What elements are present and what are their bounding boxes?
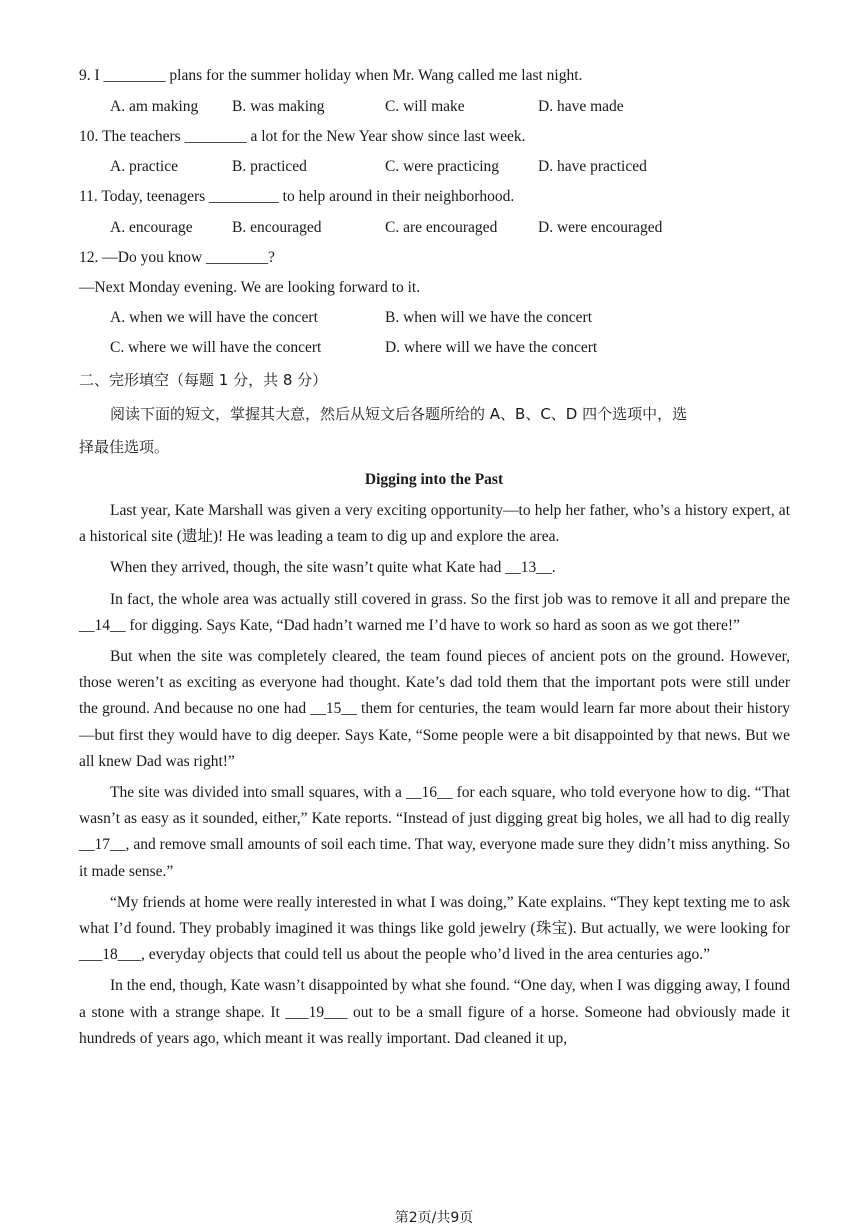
passage-paragraph: In the end, though, Kate wasn’t disappointed by what she found. “One day, when I was digging away, I found a stone with a strange shape. It ___19___ out to be a small figure of a horse. Someone had obviously made it hundreds of years ago, which meant it was really important. Dad cleaned it up, [79, 977, 790, 1047]
question-9-option-b: B. was making [232, 98, 325, 115]
page-number: 第2页/共9页 [394, 1210, 474, 1226]
passage-paragraph: The site was divided into small squares, with a __16__ for each square, who told everyone how to dig. “That wasn’t as easy as it sounded, either,” Kate reports. “Instead of just digging great big holes, we all had to dig really __17__, and remove small amounts of soil each time. That way, everyone made sure they didn’t miss anything. So it made sense.” [79, 784, 790, 880]
question-11-option-b: B. encouraged [232, 219, 322, 236]
passage-paragraph: “My friends at home were really interested in what I was doing,” Kate explains. “They kept texting me to ask what I’d found. They probably imagined it was things like gold jewelry (珠宝). But actually, we were looking for ___18___, everyday objects that could tell us about the people who’d lived in the area centuries ago.” [79, 893, 790, 964]
question-10-option-a: A. practice [110, 158, 178, 175]
passage-paragraph: In fact, the whole area was actually still covered in grass. So the first job was to remove it all and prepare the __14__ for digging. Says Kate, “Dad hadn’t warned me I’d have to work so hard as soon as we got there!” [79, 590, 790, 634]
question-12-option-d: D. where will we have the concert [385, 339, 598, 356]
question-9-option-a: A. am making [110, 98, 199, 115]
section-heading: 二、完形填空（每题 1 分，共 8 分） [79, 371, 328, 389]
question-9-option-d: D. have made [538, 98, 624, 115]
question-11-stem: 11. Today, teenagers _________ to help around in their neighborhood. [79, 188, 515, 205]
passage-paragraph: But when the site was completely cleared, the team found pieces of ancient pots on the ground. However, those weren’t as exciting as everyone had thought. Kate’s dad told them that the important pots were still under the ground. And because no one had __15__ them for centuries, the team would learn far more about their history—but first they would have to dig deeper. Says Kate, “Some people were a bit disappointed by that news. But we all knew Dad was right!” [79, 648, 790, 770]
passage-paragraph: When they arrived, though, the site wasn’t quite what Kate had __13__. [110, 559, 556, 577]
question-11-option-a: A. encourage [110, 219, 193, 236]
section-instructions-line-1: 阅读下面的短文，掌握其大意，然后从短文后各题所给的 A、B、C、D 四个选项中，选 [110, 405, 688, 423]
question-11-option-c: C. are encouraged [385, 219, 498, 236]
question-10-option-c: C. were practicing [385, 158, 500, 175]
question-12-reply: —Next Monday evening. We are looking forward to it. [79, 279, 421, 296]
section-instructions-line-2: 择最佳选项。 [79, 438, 170, 456]
question-12-option-c: C. where we will have the concert [110, 339, 322, 356]
question-12-stem: 12. —Do you know ________? [79, 249, 275, 266]
passage-paragraph: Last year, Kate Marshall was given a very exciting opportunity—to help her father, who’s a history expert, at a historical site (遗址)! He was leading a team to dig up and explore the area. [79, 502, 790, 546]
question-12-option-b: B. when will we have the concert [385, 309, 593, 326]
question-9-stem: 9. I ________ plans for the summer holiday when Mr. Wang called me last night. [79, 67, 583, 84]
passage-title: Digging into the Past [364, 471, 504, 488]
question-10-stem: 10. The teachers ________ a lot for the New Year show since last week. [79, 128, 526, 145]
passage-body [79, 498, 790, 1057]
question-10-option-d: D. have practiced [538, 158, 647, 175]
question-12-option-a: A. when we will have the concert [110, 309, 318, 326]
question-11-option-d: D. were encouraged [538, 219, 663, 236]
question-9-option-c: C. will make [385, 98, 465, 115]
question-10-option-b: B. practiced [232, 158, 307, 175]
